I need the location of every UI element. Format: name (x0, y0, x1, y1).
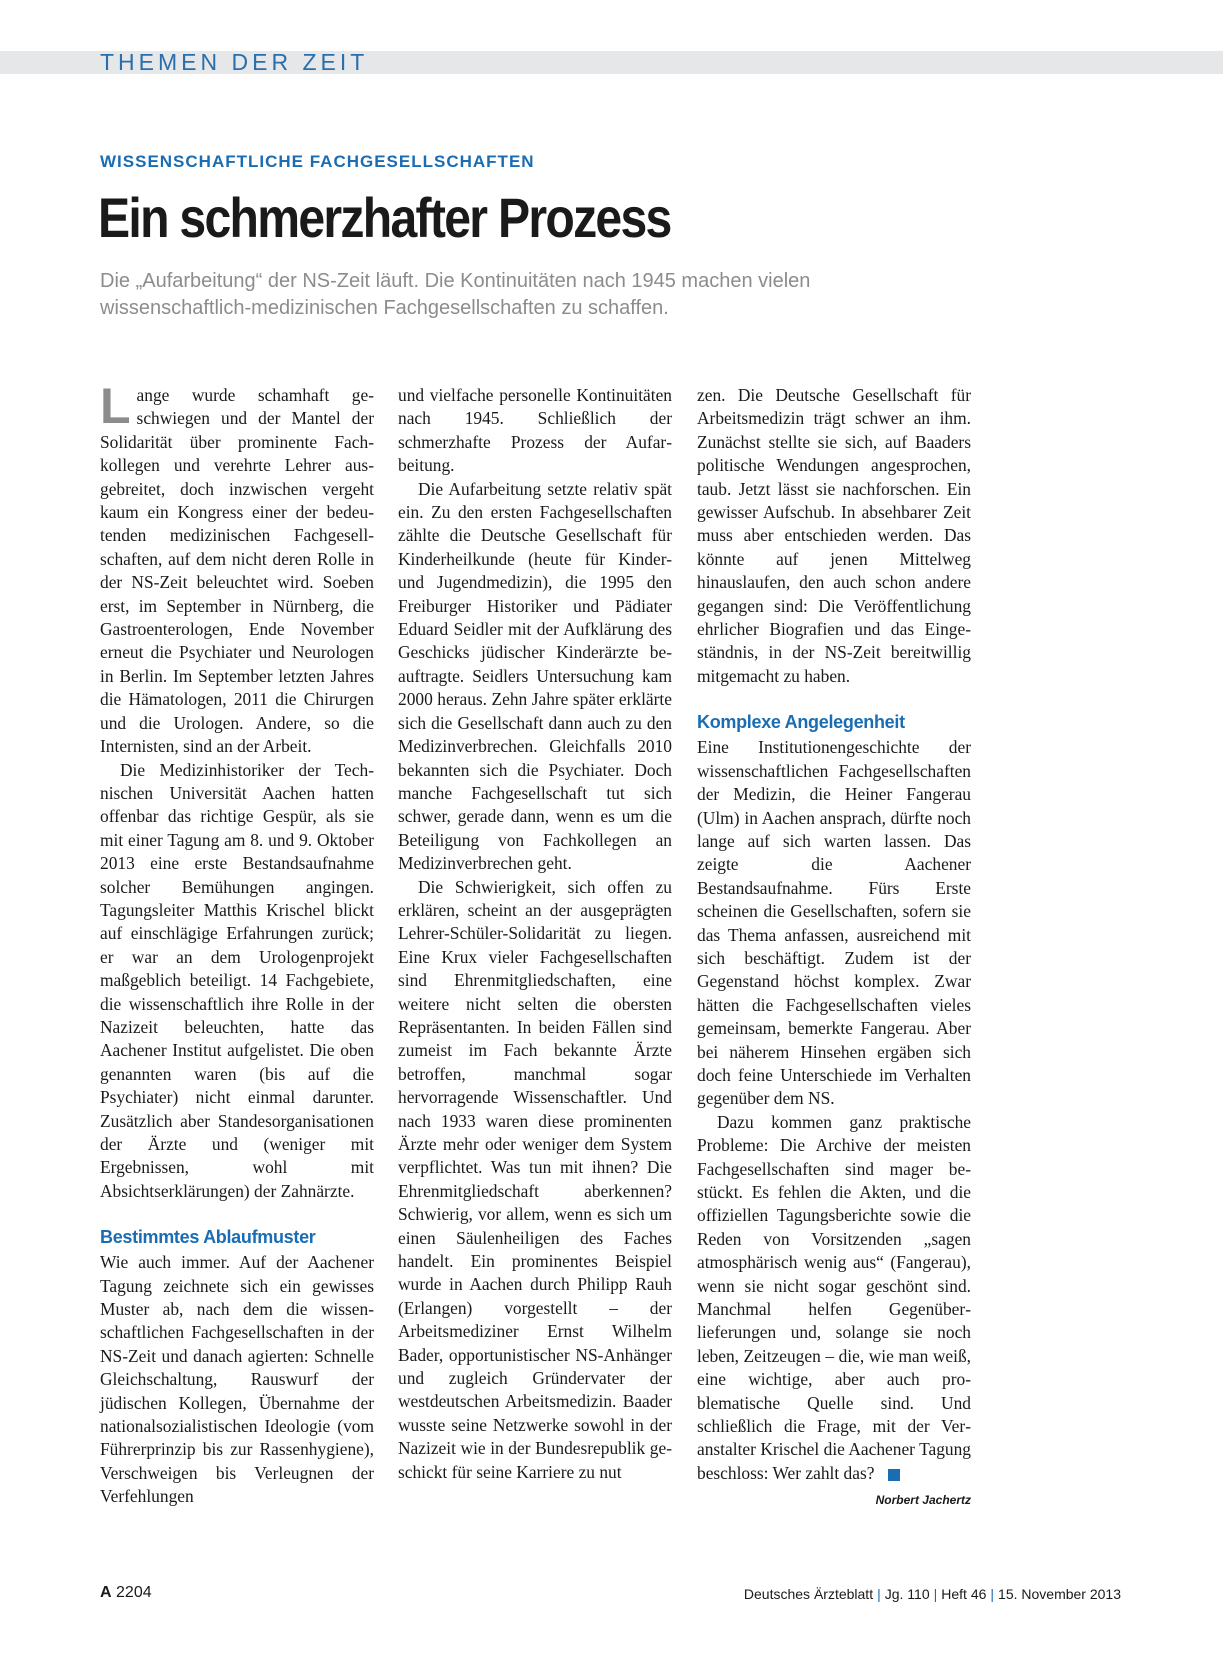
paragraph (100, 378, 374, 759)
page-number (100, 1584, 152, 1602)
paragraph: Die Medizinhistoriker der Technischen Universität Aachen hatten offenbar das richtige Gespür, als sie mit einer Tagung am 8. und 9. Oktober 2013 eine erste Bestandsaufnahme solcher Bemühungen angingen. Tagungsleiter Matthis Krischel blickt auf einschlägige Erfahrungen zurück; er war an dem Urologenprojekt maßgeblich beteiligt. 14 Fachgebiete, die wissenschaftlich ihre Rolle in der Nazizeit beleuchten, hatte das Aachener Institut aufgelistet. Die oben genannten waren (bis auf die Psychiater) nicht einmal darunter. Zusätzlich aber Standesorganisationen der Ärzte und (weniger mit Ergebnissen, wohl mit Absichtserklärungen) der Zahnärzte. (100, 759, 374, 1201)
page-prefix: A (100, 1584, 112, 1601)
paragraph-text: ange wurde schamhaft geschwiegen und der Mantel der Solidarität über prominente Fachkollegen und verehrte Lehrer ausgebreitet, doch inzwischen vergeht kaum ein Kongress einer der bedeutenden medizinischen Fachgesellschaften, auf dem nicht deren Rolle in der NS-Zeit beleuchtet wird. Soeben erst, im September in Nürnberg, die Gastroenterologen, Ende November erneut die Psychiater und Neurologen in Berlin. Im September letzten Jahres die Hämatologen, 2011 die Chirurgen und die Urologen. Andere, so die Internisten, sind an der Arbeit. (100, 385, 374, 757)
separator: | (933, 1586, 938, 1602)
subheading: Komplexe Angelegenheit (697, 712, 905, 733)
article-kicker: WISSENSCHAFTLICHE FACHGESELLSCHAFTEN (100, 152, 535, 171)
section-header: THEMEN DER ZEIT (100, 49, 369, 75)
article-column-1 (100, 378, 374, 1509)
subheading: Bestimmtes Ablaufmuster (100, 1227, 316, 1248)
paragraph: Wie auch immer. Auf der Aachener Tagung zeichnete sich ein gewisses Muster ab, nach dem die wissenschaftlichen Fachgesellschaften in der NS-Zeit und danach agierten: Schnelle Gleichschaltung, Rauswurf der jüdischen Kollegen, Übernahme der nationalsozialistischen Ideologie (vom Führerprinzip bis zur Rassenhygiene), Verschweigen bis Verleugnen der Verfehlungen (100, 1252, 374, 1507)
article-title: Ein schmerzhafter Prozess (98, 186, 671, 249)
journal-info (744, 1586, 1121, 1602)
separator: | (877, 1586, 881, 1602)
paragraph-text: Dazu kommen ganz praktische Probleme: Die Archive der meisten Fachgesellschaften sind mager bestückt. Es fehlen die Akten, und die offiziellen Tagungsberichte sowie die Reden von Vorsitzenden „sagen atmosphärisch wenig aus“ (Fangerau), wenn sie nicht sogar geschönt sind. Manchmal helfen Gegenüberlieferungen und, solange sie noch leben, Zeitzeugen – die, wie man weiß, eine wichtige, aber auch problematische Quelle sind. Und schließlich die Frage, mit der Veranstalter Krischel die Aachener Tagung beschloss: Wer zahlt das? (697, 1111, 971, 1483)
paragraph: Eine Institutionengeschichte der wissenschaftlichen Fachgesellschaften der Medizin, die Heiner Fangerau (Ulm) in Aachen ansprach, dürfte noch lange auf sich warten lassen. Das zeigte die Aachener Bestandsaufnahme. Fürs Erste scheinen die Gesellschaften, sofern sie das Thema anfassen, ausreichend mit sich beschäftigt. Zudem ist der Gegenstand höchst komplex. Zwar hätten die Fachgesellschaften vieles gemeinsam, bemerkte Fangerau. Aber bei näherem Hinsehen ergäben sich doch feine Unterschiede im Verhalten gegenüber dem NS. (697, 737, 971, 1109)
journal-name: Deutsches Ärzteblatt (743, 1586, 874, 1602)
paragraph: zen. Die Deutsche Gesellschaft für Arbeitsmedizin trägt schwer an ihm. Zunächst stellte sie sich, auf Baaders politische Wendungen angesprochen, taub. Jetzt lässt sie nachforschen. Ein gewisser Aufschub. In absehbarer Zeit muss aber entschieden werden. Das könnte auf jenen Mittelweg hinauslaufen, den auch schon andere gegangen sind: Die Veröffentlichung ehrlicher Biografien und das Eingeständnis, in der NS-Zeit bereitwillig mitgemacht zu haben. (697, 385, 971, 686)
article-column-3 (697, 384, 971, 1513)
drop-cap: L (100, 378, 131, 434)
article-subtitle: Die „Aufarbeitung“ der NS-Zeit läuft. Die Kontinuitäten nach 1945 machen vielen wissenschaftlich-medizinischen Fachgesellschaften zu schaffen. (100, 270, 811, 319)
journal-date: 15. November 2013 (998, 1586, 1121, 1602)
paragraph (697, 1111, 971, 1486)
author-byline: Norbert Jachertz (875, 1493, 971, 1508)
page-number-value: 2204 (116, 1584, 152, 1601)
paragraph: Die Aufarbeitung setzte relativ spät ein. Zu den ersten Fachgesellschaften zählte die Deutsche Gesellschaft für Kinderheilkunde (heute für Kinder- und Jugendmedizin), die 1995 den Freiburger Historiker und Pädiater Eduard Seidler mit der Aufklärung des Geschicks jüdischer Kinderärzte beauftragte. Seidlers Untersuchung kam 2000 heraus. Zehn Jahre später erklärte sich die Gesellschaft dann auch zu den Medizinverbrechen. Gleichfalls 2010 bekannten sich die Psychiater. Doch manche Fachgesellschaft tut sich schwer, gerade dann, wenn es um die Beteiligung von Fachkollegen an Medizinverbrechen geht. (398, 478, 672, 874)
article-column-2 (398, 384, 672, 1484)
journal-volume: Jg. 110 (884, 1586, 930, 1602)
paragraph: Die Schwierigkeit, sich offen zu erklären, scheint an der ausgeprägten Lehrer-Schüler-Solidarität zu liegen. Eine Krux vieler Fachgesellschaften sind Ehrenmitgliedschaften, eine weitere nicht selten die obersten Repräsentanten. In beiden Fällen sind zumeist im Fach bekannte Ärzte betroffen, manchmal sogar hervorragende Wissenschaftler. Und nach 1933 waren diese prominenten Ärzte mehr oder weniger dem System verpflichtet. Was tun mit ihnen? Die Ehrenmitgliedschaft aberkennen? Schwierig, vor allem, wenn es sich um einen Säulenheiligen des Faches handelt. Ein prominentes Beispiel wurde in Aachen durch Philipp Rauh (Erlangen) vorgestellt – der Arbeitsmediziner Ernst Wilhelm Bader, opportunistischer NS-Anhänger und zugleich Gründervater der westdeutschen Arbeitsmedizin. Baader wusste seine Netzwerke sowohl in der Nazizeit wie in der Bundesrepublik geschickt für seine Karriere zu nut (398, 876, 672, 1482)
separator: | (990, 1586, 995, 1602)
paragraph: und vielfache personelle Kontinuitäten nach 1945. Schließlich der schmerzhafte Prozess der Aufarbeitung. (398, 385, 672, 476)
journal-issue: Heft 46 (941, 1586, 987, 1602)
end-of-article-icon (888, 1469, 900, 1481)
